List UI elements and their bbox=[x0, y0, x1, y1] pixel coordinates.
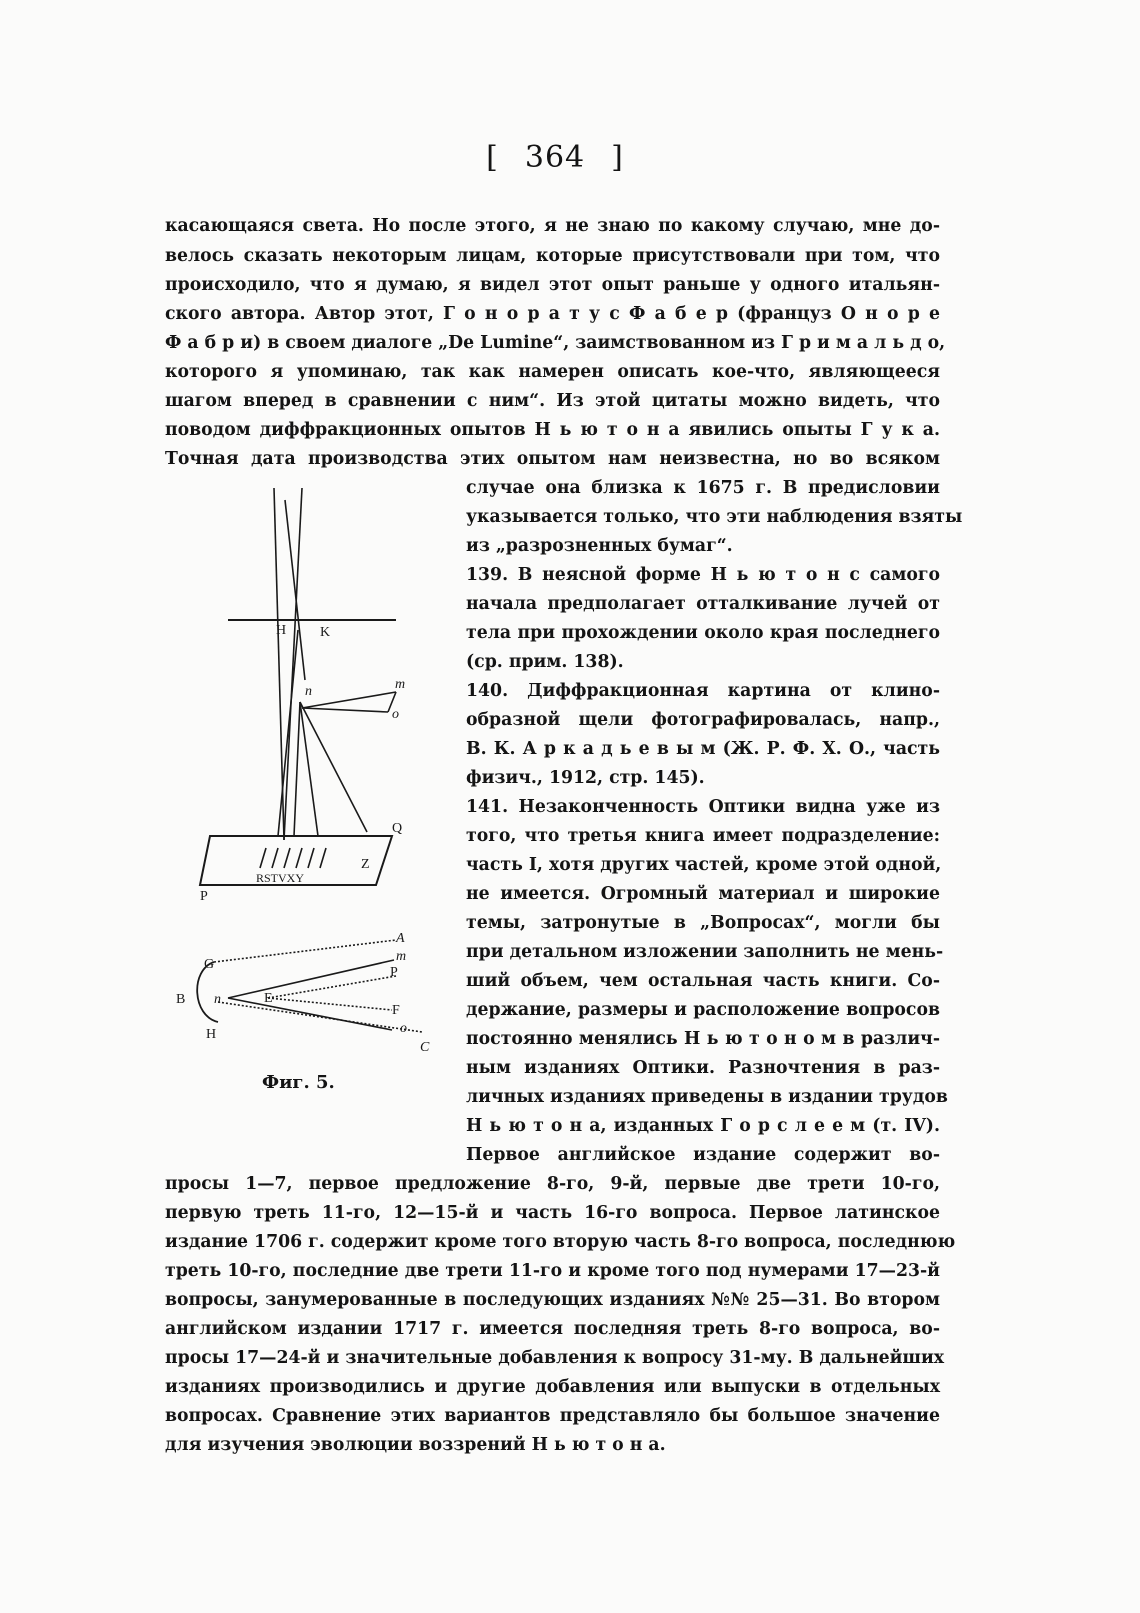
text-line: поводом диффракционных опытов Н ь ю т о н а явились опыты Г у к а. bbox=[165, 420, 940, 440]
text-line: ший объем, чем остальная часть книги. Со- bbox=[466, 971, 940, 991]
label-o2: o bbox=[400, 1021, 407, 1036]
page-number-value: 364 bbox=[524, 140, 586, 175]
text-line: просы 17—24-й и значительные добавления к вопросу 31-му. В дальнейших bbox=[165, 1348, 945, 1368]
text-line: Точная дата производства этих опытом нам неизвестна, но во всяком bbox=[165, 449, 940, 469]
label-g: G bbox=[204, 957, 215, 972]
text-line: В. К. А р к а д ь е в ы м (Ж. Р. Ф. Х. О., часть bbox=[466, 739, 940, 759]
note-139: 139. В неясной форме Н ь ю т о н с самого bbox=[466, 565, 940, 585]
text-line: касающаяся света. Но после этого, я не знаю по какому случаю, мне до- bbox=[165, 216, 940, 236]
text-line: случае она близка к 1675 г. В предисловии bbox=[466, 478, 940, 498]
page-number bbox=[0, 140, 1110, 175]
text-line: велось сказать некоторым лицам, которые присутствовали при том, что bbox=[165, 246, 940, 266]
text-line: происходило, что я думаю, я видел этот опыт раньше у одного итальян- bbox=[165, 275, 940, 295]
text-line: Н ь ю т о н а, изданных Г о р с л е е м (т. IV). bbox=[466, 1116, 940, 1136]
note-140: 140. Диффракционная картина от клино- bbox=[466, 681, 940, 701]
text-line: Ф а б р и) в своем диалоге „De Lumine“, заимствованном из Г р и м а л ь д о, bbox=[165, 333, 946, 353]
text-line: изданиях производились и другие добавления или выпуски в отдельных bbox=[165, 1377, 940, 1397]
bracket-open: [ bbox=[486, 140, 499, 175]
diffraction-figure bbox=[170, 470, 455, 1042]
text-line: вопросах. Сравнение этих вариантов представляло бы большое значение bbox=[165, 1406, 940, 1426]
text-line: постоянно менялись Н ь ю т о н о м в различ- bbox=[466, 1029, 940, 1049]
label-h2: H bbox=[206, 1027, 217, 1042]
text-line: указывается только, что эти наблюдения взяты bbox=[466, 507, 963, 527]
text-line: держание, размеры и расположение вопросов bbox=[466, 1000, 940, 1020]
text-line: темы, затронутые в „Вопросах“, могли бы bbox=[466, 913, 940, 933]
text-line: из „разрозненных бумаг“. bbox=[466, 536, 733, 556]
bracket-close: ] bbox=[611, 140, 624, 175]
text-line: которого я упоминаю, так как намерен описать кое-что, являющееся bbox=[165, 362, 940, 382]
text-line: того, что третья книга имеет подразделение: bbox=[466, 826, 940, 846]
text-line: вопросы, занумерованные в последующих изданиях №№ 25—31. Во втором bbox=[165, 1290, 940, 1310]
text-line: ным изданиях Оптики. Разночтения в раз- bbox=[466, 1058, 940, 1078]
note-141: 141. Незаконченность Оптики видна уже из bbox=[466, 797, 940, 817]
text-line: английском издании 1717 г. имеется последняя треть 8-го вопроса, во- bbox=[165, 1319, 940, 1339]
text-line: личных изданиях приведены в издании трудов bbox=[466, 1087, 948, 1107]
label-z: Z bbox=[361, 857, 370, 872]
text-line: физич., 1912, стр. 145). bbox=[466, 768, 705, 788]
label-k: K bbox=[320, 625, 331, 640]
text-line: тела при прохождении около края последнего bbox=[466, 623, 940, 643]
text-line: начала предполагает отталкивание лучей от bbox=[466, 594, 940, 614]
label-c: C bbox=[420, 1040, 430, 1055]
figure-caption: Фиг. 5. bbox=[262, 1072, 335, 1093]
text-line: для изучения эволюции воззрений Н ь ю т о н а. bbox=[165, 1435, 666, 1455]
text-line: первую треть 11-го, 12—15-й и часть 16-го вопроса. Первое латинское bbox=[165, 1203, 940, 1223]
label-m: m bbox=[395, 677, 406, 692]
label-q: Q bbox=[392, 821, 403, 836]
text-line: образной щели фотографировалась, напр., bbox=[466, 710, 940, 730]
text-line: часть I, хотя других частей, кроме этой одной, bbox=[466, 855, 942, 875]
text-line: издание 1706 г. содержит кроме того вторую часть 8-го вопроса, последнюю bbox=[165, 1232, 956, 1252]
label-n: n bbox=[305, 684, 312, 699]
label-h: H bbox=[276, 623, 287, 638]
label-p2: P bbox=[390, 965, 398, 980]
text-line: треть 10-го, последние две трети 11-го и кроме того под нумерами 17—23-й bbox=[165, 1261, 940, 1281]
text-line: при детальном изложении заполнить не мень- bbox=[466, 942, 944, 962]
text-line: ского автора. Автор этот, Г о н о р а т у с Ф а б е р (француз О н о р е bbox=[165, 304, 940, 324]
label-f: F bbox=[392, 1003, 400, 1018]
label-o: o bbox=[392, 707, 399, 722]
label-e: E bbox=[264, 991, 273, 1006]
label-rstvxy: RSTVXY bbox=[256, 871, 305, 885]
text-line: не имеется. Огромный материал и широкие bbox=[466, 884, 940, 904]
text-line: Первое английское издание содержит во- bbox=[466, 1145, 940, 1165]
text-line: шагом вперед в сравнении с ним“. Из этой цитаты можно видеть, что bbox=[165, 391, 940, 411]
label-b: B bbox=[176, 992, 186, 1007]
text-line: просы 1—7, первое предложение 8-го, 9-й, первые две трети 10-го, bbox=[165, 1174, 940, 1194]
text-line: (ср. прим. 138). bbox=[466, 652, 624, 672]
label-m2: m bbox=[396, 949, 407, 964]
label-a: A bbox=[396, 931, 405, 946]
label-p: P bbox=[200, 889, 208, 904]
label-n2: n bbox=[214, 992, 221, 1007]
